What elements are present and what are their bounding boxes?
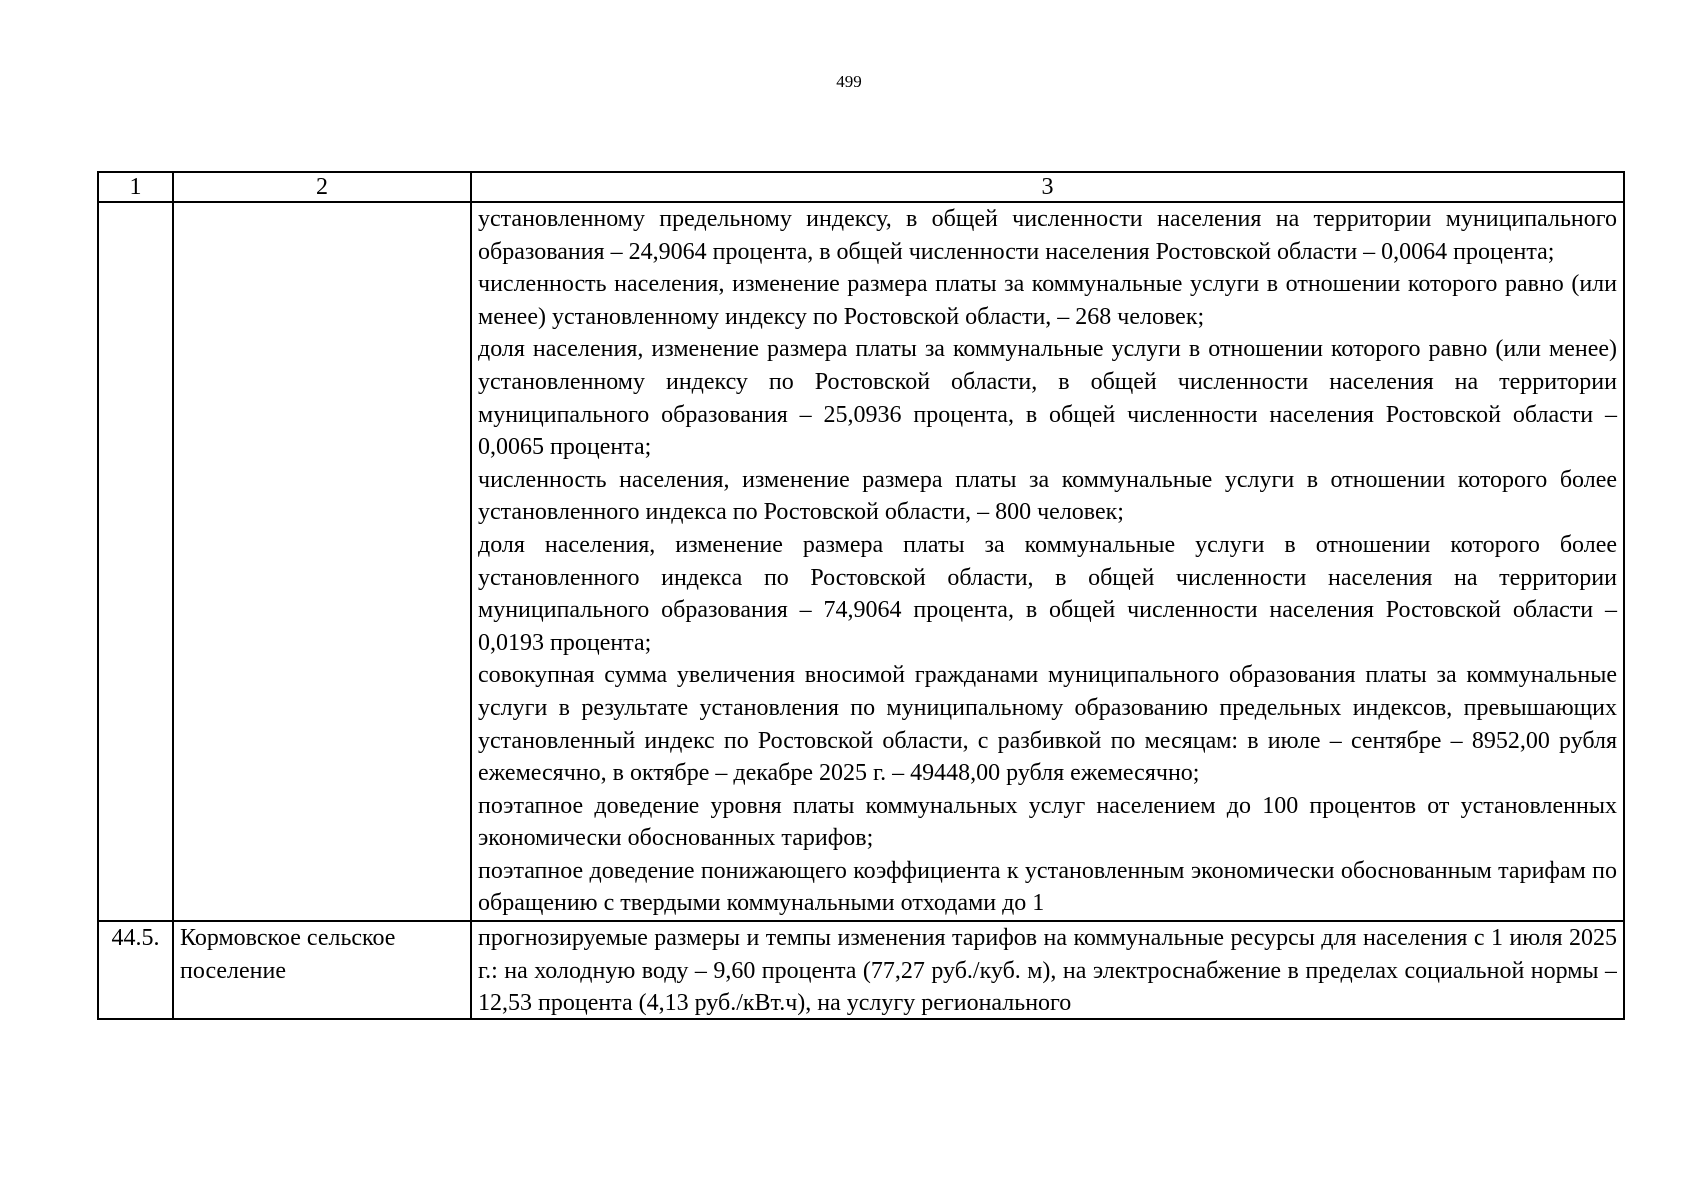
- column-header-1: 1: [98, 172, 173, 202]
- column-header-3: 3: [471, 172, 1624, 202]
- paragraph-2: численность населения, изменение размера платы за коммунальные услуги в отношении которого равно (или менее) установленному индексу по Ростовской области, – 268 человек;: [478, 271, 1617, 330]
- continued-number-cell: [98, 202, 173, 921]
- paragraph-3: доля населения, изменение размера платы за коммунальные услуги в отношении которого равно (или менее) установленному индексу по Ростовской области, в общей численности населения на территории муниципального образования – 25,0936 процента, в общей численности населения Ростовской области – 0,0065 процента;: [478, 336, 1617, 461]
- document-table: [97, 171, 1625, 1020]
- continued-name-cell: [173, 202, 471, 921]
- table-row-continued: [98, 202, 1624, 921]
- settlement-name-cell: Кормовское сельское поселение: [173, 921, 471, 1019]
- paragraph-6: совокупная сумма увеличения вносимой гражданами муниципального образования платы за коммунальные услуги в результате установления по муниципальному образованию предельных индексов, превышающих установленный индекс по Ростовской области, с разбивкой по месяцам: в июле – сентябре – 8952,00 рубля ежемесячно, в октябре – декабре 2025 г. – 49448,00 рубля ежемесячно;: [478, 662, 1617, 787]
- continued-text-cell: [471, 202, 1624, 921]
- column-header-2: 2: [173, 172, 471, 202]
- paragraph-1: установленному предельному индексу, в общей численности населения на территории муниципального образования – 24,9064 процента, в общей численности населения Ростовской области – 0,0064 процента;: [478, 206, 1617, 265]
- paragraph-8: поэтапное доведение понижающего коэффициента к установленным экономически обоснованным тарифам по обращению с твердыми коммунальными отходами до 1: [478, 857, 1617, 917]
- row-text-paragraph: прогнозируемые размеры и темпы изменения тарифов на коммунальные ресурсы для населения с 1 июля 2025 г.: на холодную воду – 9,60 процента (77,27 руб./куб. м), на электроснабжение в пределах социальной нормы – 12,53 процента (4,13 руб./кВт.ч), на услугу регионального: [478, 925, 1617, 1017]
- row-text-cell: [471, 921, 1624, 1019]
- paragraph-5: доля населения, изменение размера платы за коммунальные услуги в отношении которого более установленного индекса по Ростовской области, в общей численности населения на территории муниципального образования – 74,9064 процента, в общей численности населения Ростовской области – 0,0193 процента;: [478, 531, 1617, 656]
- table-header-row: [98, 172, 1624, 202]
- table-row-44-5: [98, 921, 1624, 1019]
- page-number: 499: [836, 72, 862, 91]
- row-text-clip: [478, 922, 1617, 1018]
- paragraph-7: поэтапное доведение уровня платы коммунальных услуг населением до 100 процентов от установленных экономически обоснованных тарифов;: [478, 792, 1617, 852]
- row-number-cell: 44.5.: [98, 921, 173, 1019]
- paragraph-4: численность населения, изменение размера платы за коммунальные услуги в отношении которого более установленного индекса по Ростовской области, – 800 человек;: [478, 466, 1617, 526]
